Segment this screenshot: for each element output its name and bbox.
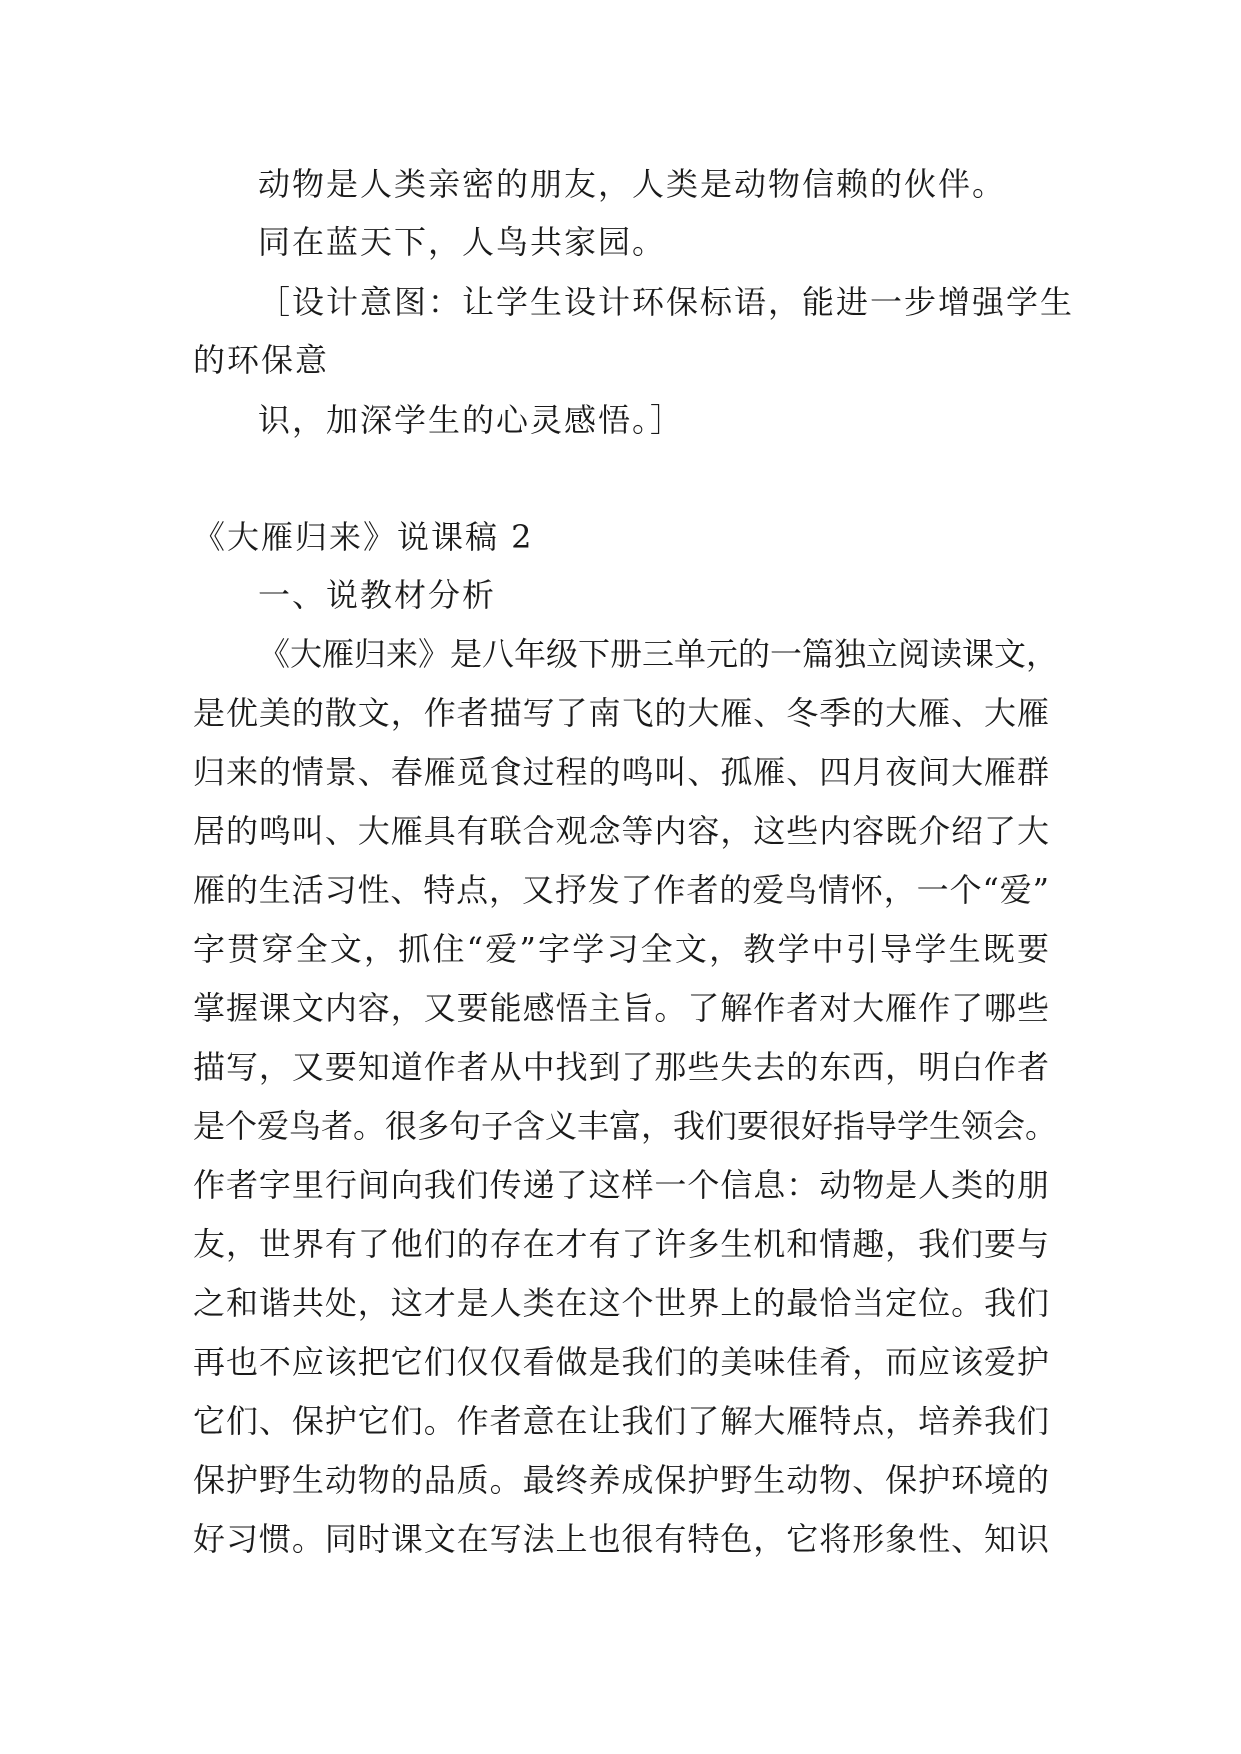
paragraph-line-14: 它们、保护它们。作者意在让我们了解大雁特点，培养我们 bbox=[193, 1402, 1049, 1440]
paragraph-line-12: 之和谐共处，这才是人类在这个世界上的最恰当定位。我们 bbox=[193, 1284, 1049, 1322]
paragraph-line-5: 雁的生活习性、特点，又抒发了作者的爱鸟情怀，一个“爱” bbox=[193, 871, 1049, 909]
paragraph-line-15: 保护野生动物的品质。最终养成保护野生动物、保护环境的 bbox=[193, 1461, 1049, 1499]
intro-line-5: 识，加深学生的心灵感悟。］ bbox=[258, 401, 685, 439]
paragraph-line-16: 好习惯。同时课文在写法上也很有特色，它将形象性、知识 bbox=[193, 1520, 1049, 1558]
section-title: 《大雁归来》说课稿 2 bbox=[193, 518, 534, 556]
paragraph-line-3: 归来的情景、春雁觅食过程的鸣叫、孤雁、四月夜间大雁群 bbox=[193, 753, 1049, 791]
intro-line-2: 同在蓝天下，人鸟共家园。 bbox=[258, 223, 667, 261]
intro-line-1: 动物是人类亲密的朋友，人类是动物信赖的伙伴。 bbox=[258, 165, 1007, 203]
paragraph-line-7: 掌握课文内容，又要能感悟主旨。了解作者对大雁作了哪些 bbox=[193, 989, 1049, 1027]
paragraph-line-6: 字贯穿全文，抓住“爱”字学习全文，教学中引导学生既要 bbox=[193, 930, 1049, 968]
paragraph-line-8: 描写，又要知道作者从中找到了那些失去的东西，明白作者 bbox=[193, 1048, 1049, 1086]
paragraph-line-2: 是优美的散文，作者描写了南飞的大雁、冬季的大雁、大雁 bbox=[193, 694, 1049, 732]
paragraph-line-9: 是个爱鸟者。很多句子含义丰富，我们要很好指导学生领会。 bbox=[193, 1107, 1058, 1145]
intro-line-4: 的环保意 bbox=[193, 341, 330, 379]
paragraph-line-10: 作者字里行间向我们传递了这样一个信息：动物是人类的朋 bbox=[193, 1166, 1049, 1204]
paragraph-line-1: 《大雁归来》是八年级下册三单元的一篇独立阅读课文， bbox=[258, 635, 1059, 673]
intro-line-3: ［设计意图：让学生设计环保标语，能进一步增强学生 bbox=[258, 283, 1075, 321]
paragraph-line-4: 居的鸣叫、大雁具有联合观念等内容，这些内容既介绍了大 bbox=[193, 812, 1049, 850]
paragraph-line-11: 友，世界有了他们的存在才有了许多生机和情趣，我们要与 bbox=[193, 1225, 1049, 1263]
paragraph-line-13: 再也不应该把它们仅仅看做是我们的美味佳肴，而应该爱护 bbox=[193, 1343, 1049, 1381]
section-heading: 一、说教材分析 bbox=[258, 576, 497, 614]
